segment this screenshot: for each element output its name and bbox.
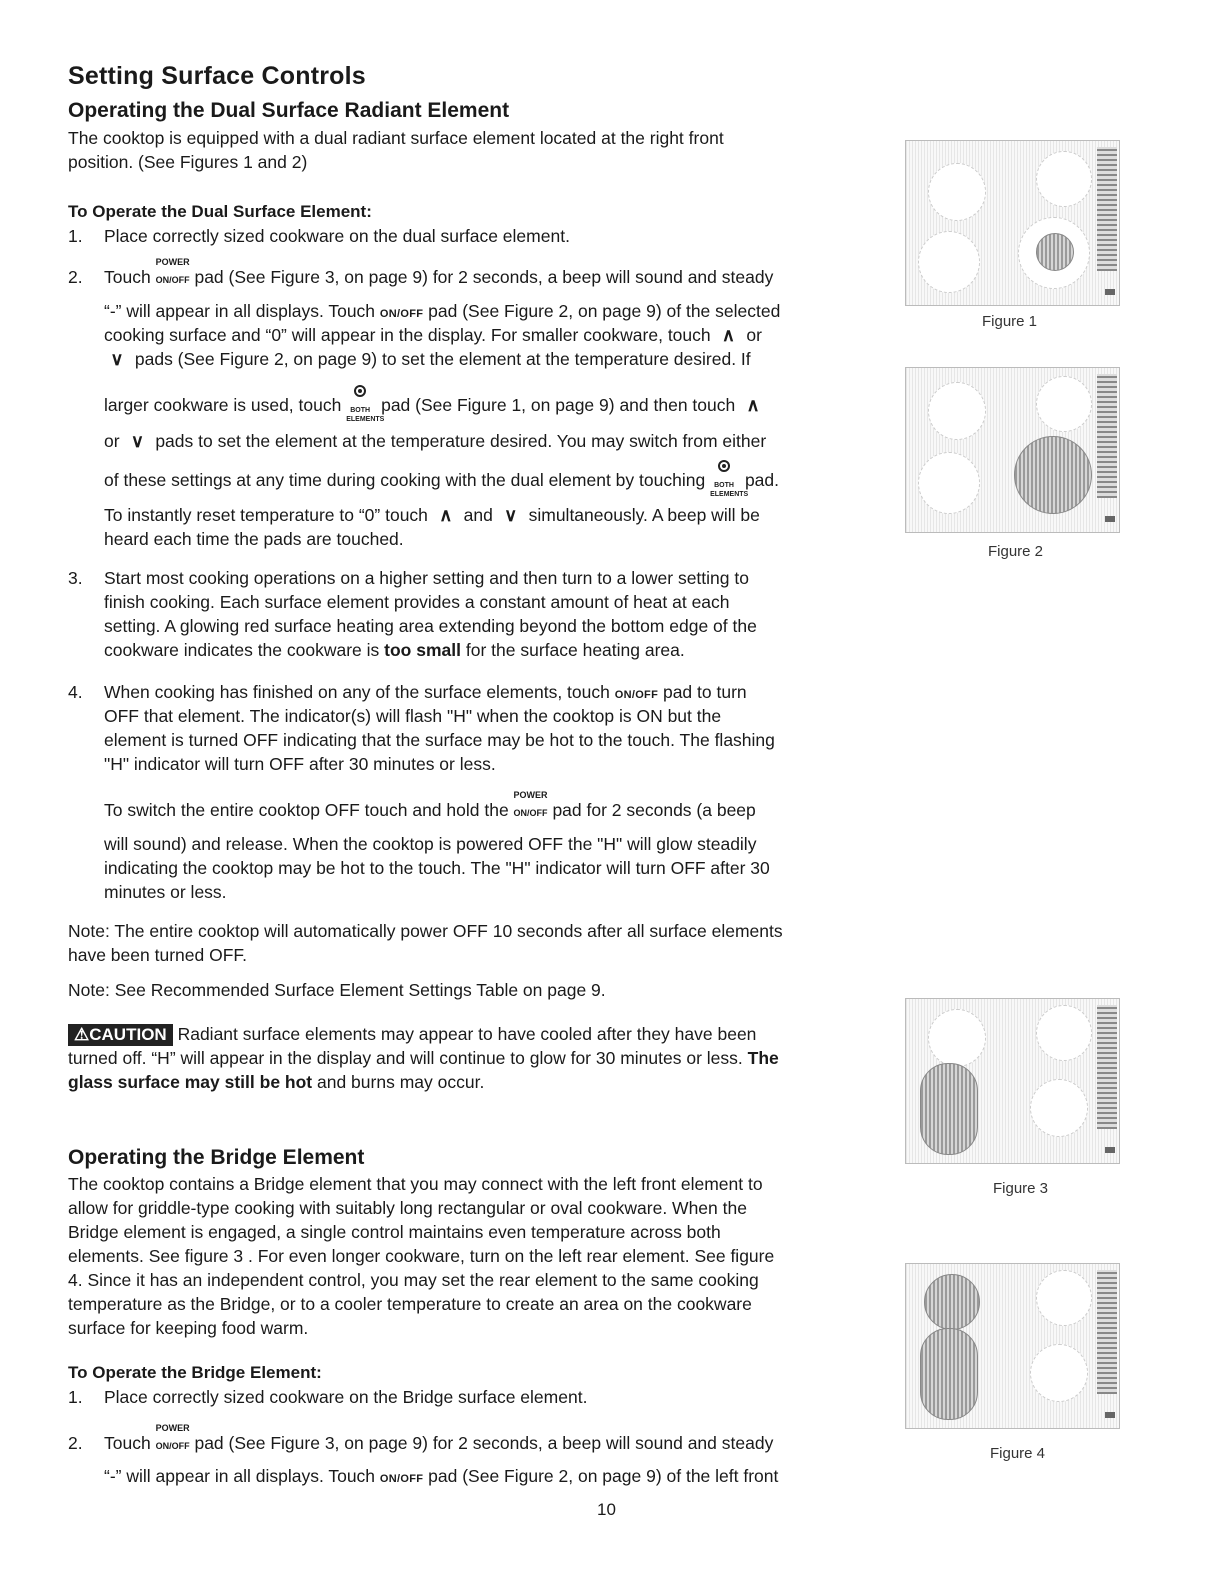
warning-icon: ⚠ [74,1025,90,1044]
up-arrow-icon: ∧ [439,505,453,525]
text-span: pad to turn [662,682,747,702]
onoff-pad-label: ON/OFF [379,1473,424,1485]
step-number: 4. [68,682,83,702]
figure-2-caption: Figure 2 [988,543,1044,560]
dual-step-4-p2-line-1 [104,790,756,822]
text-span: pads (See Figure 2, on page 9) to set the element at the temperature desired. If [134,349,751,369]
emphasis-text: glass surface may still be hot [68,1072,313,1092]
left-rear-element [928,1009,986,1067]
figure-4-cooktop-illustration [905,1263,1120,1429]
section-heading-bridge: Operating the Bridge Element [68,1146,365,1169]
bridge-paragraph-line-7: surface for keeping food warm. [68,1318,309,1338]
text-span: pad (See Figure 3, on page 9) for 2 seconds, a beep will sound and steady [194,1433,774,1453]
dual-step-4-p2-line-2: will sound) and release. When the cooktop is powered OFF the "H" will glow steadily [104,834,757,854]
step-number: 3. [68,568,83,588]
text-span: or [104,431,120,451]
text-span: When cooking has finished on any of the surface elements, touch [104,682,610,702]
intro-line-1: The cooktop is equipped with a dual radiant surface element located at the right front [68,128,724,148]
text-span: for the surface heating area. [465,640,685,660]
step-number: 2. [68,267,83,287]
note-1-line-1: Note: The entire cooktop will automatically power OFF 10 seconds after all surface elements [68,921,783,941]
panel-tab [1105,1147,1115,1153]
left-front-element [918,452,980,514]
dual-step-3-line-1: Start most cooking operations on a higher setting and then turn to a lower setting to [104,568,749,588]
text-span: or [746,325,762,345]
panel-tab [1105,516,1115,522]
figure-2-cooktop-illustration [905,367,1120,533]
text-span: larger cookware is used, touch [104,395,342,415]
left-rear-element-lit [924,1274,980,1330]
up-arrow-icon: ∧ [746,395,760,415]
intro-line-2: position. (See Figures 1 and 2) [68,152,308,172]
pad-top-label: POWER [155,1423,190,1433]
dual-step-2-line-a [104,257,774,289]
pad-bottom-label: ON/OFF [513,808,548,818]
text-span: and burns may occur. [317,1072,485,1092]
text-span: turned off. “H” will appear in the display and will continue to glow for 30 minutes or less. [68,1048,743,1068]
pad-bottom-label: ELEMENTS [710,491,749,498]
text-span: Radiant surface elements may appear to have cooled after they have been [177,1024,757,1044]
dual-step-2-line-e [104,347,751,371]
control-panel-strip [1097,1270,1117,1394]
dual-step-4-line-2: OFF that element. The indicator(s) will flash "H" when the cooktop is ON but the [104,706,722,726]
right-front-element [1030,1079,1088,1137]
dual-step-4-line-1 [104,680,747,707]
power-onoff-pad-label [513,790,548,818]
onoff-pad-label: ON/OFF [614,689,659,701]
panel-tab [1105,1412,1115,1418]
text-span: cookware indicates the cookware is [104,640,380,660]
note-1-line-2: have been turned OFF. [68,945,247,965]
dual-step-3-line-4 [104,638,685,662]
bridge-paragraph-line-6: temperature as the Bridge, or to a cooler temperature to create an area on the cookware [68,1294,752,1314]
dual-step-2-line-h [104,468,780,498]
text-span: pad (See Figure 1, on page 9) and then touch [381,395,736,415]
subheading-dual: To Operate the Dual Surface Element: [68,202,372,221]
circle-icon [354,385,366,397]
power-onoff-pad-label [155,257,190,285]
text-span: cooking surface and “0” will appear in the display. For smaller cookware, touch [104,325,711,345]
pad-top-label: POWER [155,257,190,267]
text-span: pad. [744,470,780,490]
emphasis-text: The [747,1048,779,1068]
right-rear-element [1036,376,1092,432]
step-number: 1. [68,226,83,246]
left-rear-element [928,382,986,440]
dual-step-2-line-j: heard each time the pads are touched. [104,529,404,549]
dual-step-2-line-f [104,393,766,423]
left-front-element [918,231,980,293]
bridge-element-lit [920,1063,978,1155]
down-arrow-icon: ∨ [130,431,145,451]
up-arrow-icon: ∧ [721,325,736,345]
dual-step-4-p2-line-4: minutes or less. [104,882,227,902]
dual-step-4-p2-line-3: indicating the cooktop may be hot to the touch. The "H" indicator will turn OFF after 30 [104,858,770,878]
text-span: and [463,505,493,525]
power-onoff-pad-label [155,1423,190,1451]
right-rear-element [1036,1005,1092,1061]
figure-1-caption: Figure 1 [982,313,1038,330]
dual-step-2-line-d [104,323,762,347]
text-span: Touch [104,1433,151,1453]
text-span: simultaneously. A beep will be [528,505,760,525]
bridge-element-lit [920,1328,978,1420]
bridge-step-1: Place correctly sized cookware on the Bridge surface element. [104,1387,588,1407]
down-arrow-icon: ∨ [110,349,124,369]
bridge-paragraph-line-3: Bridge element is engaged, a single control maintains even temperature across both [68,1222,721,1242]
down-arrow-icon: ∨ [504,505,518,525]
figure-4-caption: Figure 4 [990,1445,1046,1462]
both-elements-pad-icon [346,393,385,423]
pad-top-label: POWER [513,790,548,800]
text-span: Touch [104,267,151,287]
control-panel-strip [1097,374,1117,498]
dual-step-2-line-i [104,503,760,527]
text-span: To instantly reset temperature to “0” touch [104,505,428,525]
caution-line-2 [68,1046,779,1070]
bridge-step-2-line-c [104,1464,778,1491]
pad-top-label: BOTH [714,482,734,489]
caution-line-1 [68,1022,756,1046]
pad-bottom-label: ON/OFF [155,275,190,285]
circle-icon [718,460,730,472]
dual-step-4-line-3: element is turned OFF indicating that the surface may be hot to the touch. The flashing [104,730,775,750]
section-heading-dual: Operating the Dual Surface Radiant Element [68,99,510,122]
text-span: “-” will appear in all displays. Touch [104,301,376,321]
bridge-step-2-line-a [104,1423,774,1455]
dual-step-3-line-2: finish cooking. Each surface element provides a constant amount of heat at each [104,592,730,612]
dual-step-2-line-g [104,429,766,453]
left-rear-element [928,163,986,221]
note-2: Note: See Recommended Surface Element Settings Table on page 9. [68,980,606,1000]
text-span: of these settings at any time during cooking with the dual element by touching [104,470,706,490]
text-span: pad (See Figure 2, on page 9) of the left front [428,1466,779,1486]
text-span: pad for 2 seconds (a beep [552,800,756,820]
bridge-paragraph-line-2: allow for griddle-type cooking with suitably long rectangular or oval cookware. When the [68,1198,747,1218]
pad-top-label: BOTH [350,407,371,414]
right-front-outer-element-lit [1014,436,1092,514]
emphasis-text: too small [384,640,461,660]
control-panel-strip [1097,147,1117,271]
right-front-element [1030,1344,1088,1402]
caution-label: CAUTION [89,1025,167,1044]
bridge-paragraph-line-4: elements. See figure 3 . For even longer cookware, turn on the left rear element. See figure [68,1246,775,1266]
onoff-pad-label: ON/OFF [379,308,424,320]
text-span: pads to set the element at the temperature desired. You may switch from either [155,431,767,451]
caution-badge [68,1024,173,1046]
bridge-paragraph-line-5: 4. Since it has an independent control, you may set the rear element to the same cooking [68,1270,759,1290]
dual-step-3-line-3: setting. A glowing red surface heating area extending beyond the bottom edge of the [104,616,757,636]
text-span: “-” will appear in all displays. Touch [104,1466,376,1486]
right-rear-element [1036,151,1092,207]
both-elements-pad-icon [710,468,749,498]
dual-step-1: Place correctly sized cookware on the dual surface element. [104,226,570,246]
right-rear-element [1036,1270,1092,1326]
figure-1-cooktop-illustration [905,140,1120,306]
text-span: To switch the entire cooktop OFF touch and hold the [104,800,509,820]
page-title: Setting Surface Controls [68,62,366,90]
figure-3-cooktop-illustration [905,998,1120,1164]
caution-line-3 [68,1070,484,1094]
text-span: pad (See Figure 2, on page 9) of the selected [428,301,781,321]
subheading-bridge: To Operate the Bridge Element: [68,1363,322,1382]
control-panel-strip [1097,1005,1117,1129]
figure-3-caption: Figure 3 [993,1180,1049,1197]
text-span: pad (See Figure 3, on page 9) for 2 seconds, a beep will sound and steady [194,267,774,287]
dual-step-4-line-4: "H" indicator will turn OFF after 30 minutes or less. [104,754,496,774]
step-number: 2. [68,1433,83,1453]
step-number: 1. [68,1387,83,1407]
pad-bottom-label: ELEMENTS [346,416,385,423]
right-front-inner-element-lit [1036,233,1074,271]
page-number: 10 [597,1500,616,1519]
dual-step-2-line-c [104,299,780,326]
pad-bottom-label: ON/OFF [155,1441,190,1451]
bridge-paragraph-line-1: The cooktop contains a Bridge element that you may connect with the left front element to [68,1174,763,1194]
panel-tab [1105,289,1115,295]
